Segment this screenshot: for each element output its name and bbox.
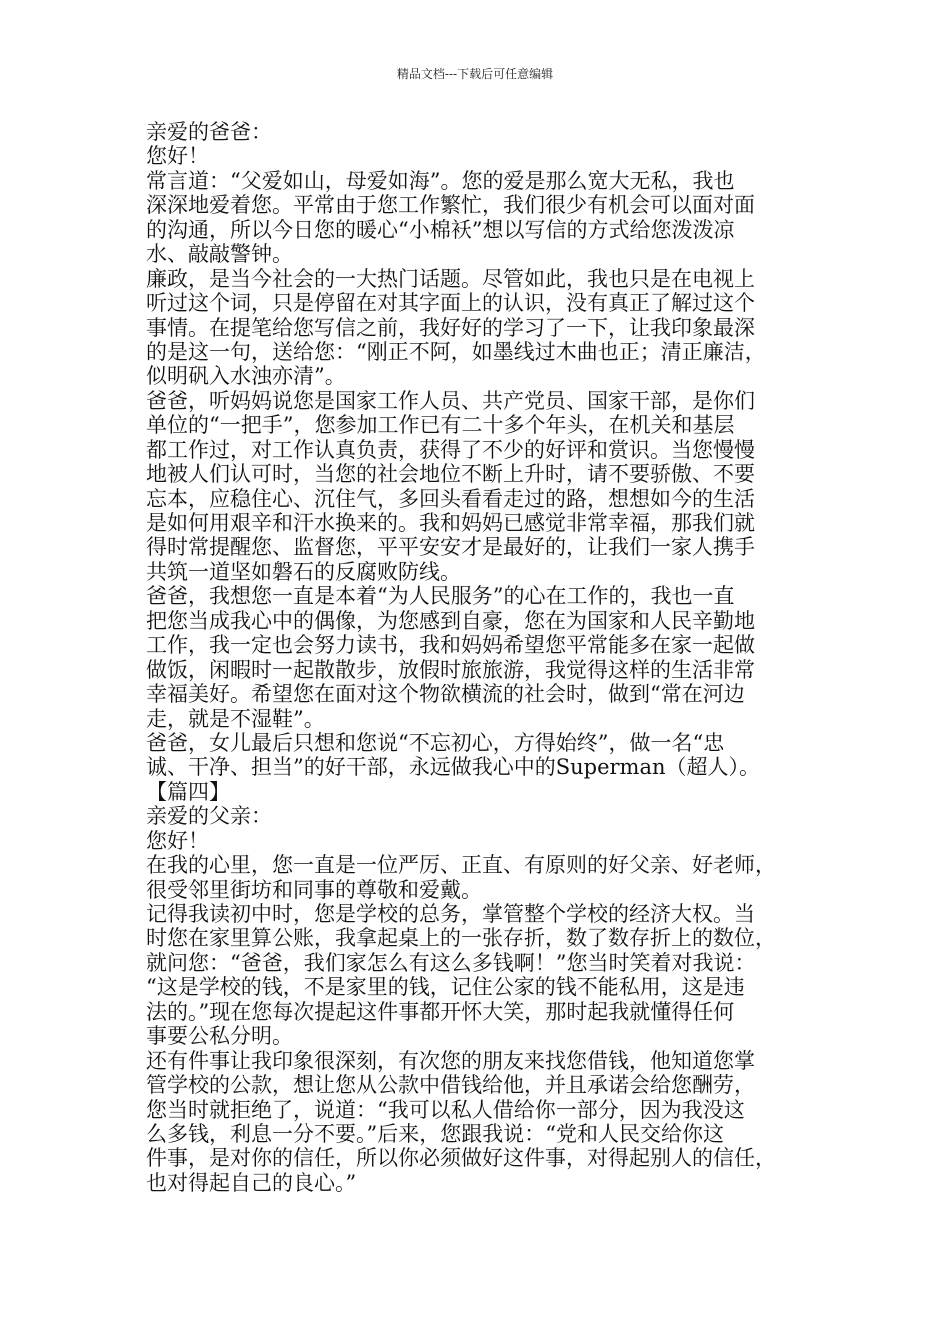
text-line: 事要公私分明。: [146, 1024, 293, 1049]
text-line: 还有件事让我印象很深刻，有次您的朋友来找您借钱，他知道您掌: [146, 1048, 755, 1073]
text-line: 时您在家里算公账，我拿起桌上的一张存折，数了数存折上的数位，: [146, 926, 776, 951]
text-line: 地被人们认可时，当您的社会地位不断上升时，请不要骄傲、不要: [146, 462, 755, 487]
text-line: 都工作过，对工作认真负责，获得了不少的好评和赏识。当您慢慢: [146, 437, 755, 462]
text-line: 水、敲敲警钟。: [146, 242, 293, 267]
text-line: 似明矾入水浊亦清”。: [146, 364, 346, 389]
text-line: 法的。”现在您每次提起这件事都开怀大笑，那时起我就懂得任何: [146, 999, 735, 1024]
text-line: 记得我读初中时，您是学校的总务，掌管整个学校的经济大权。当: [146, 902, 755, 926]
text-line: 您好！: [146, 828, 209, 853]
text-line: 幸福美好。希望您在面对这个物欲横流的社会时，做到“常在河边: [146, 682, 745, 707]
text-line: 很受邻里街坊和同事的尊敬和爱戴。: [146, 877, 482, 902]
text-line: 的是这一句，送给您：“刚正不阿，如墨线过木曲也正；清正廉洁，: [146, 339, 766, 364]
text-line: 爸爸，我想您一直是本着“为人民服务”的心在工作的，我也一直: [146, 584, 735, 609]
text-line: 么多钱，利息一分不要。”后来，您跟我说：“党和人民交给你这: [146, 1121, 724, 1146]
text-line: 就问您：“爸爸，我们家怎么有这么多钱啊！”您当时笑着对我说：: [146, 950, 756, 975]
page-header: 精品文档---下载后可任意编辑: [396, 67, 554, 81]
text-line: 您当时就拒绝了，说道：“我可以私人借给你一部分，因为我没这: [146, 1097, 745, 1122]
text-line: 您好！: [146, 144, 209, 169]
text-line: 亲爱的爸爸：: [146, 120, 272, 144]
text-line: 走，就是不湿鞋”。: [146, 706, 325, 731]
text-line: 工作，我一定也会努力读书，我和妈妈希望您平常能多在家一起做: [146, 633, 755, 658]
text-line: 爸爸，听妈妈说您是国家工作人员、共产党员、国家干部，是你们: [146, 388, 755, 413]
text-line: 事情。在提笔给您写信之前，我好好的学习了一下，让我印象最深: [146, 315, 755, 340]
letter-body: [146, 120, 826, 1195]
text-line: 是如何用艰辛和汗水换来的。我和妈妈已感觉非常幸福，那我们就: [146, 511, 755, 535]
text-line: 得时常提醒您、监督您，平平安安才是最好的，让我们一家人携手: [146, 535, 755, 560]
text-line: 常言道：“父爱如山，母爱如海”。您的爱是那么宽大无私，我也: [146, 168, 735, 193]
text-line: 【篇四】: [146, 779, 230, 804]
text-line: 单位的“一把手”，您参加工作已有二十多个年头，在机关和基层: [146, 413, 735, 438]
text-line: 廉政，是当今社会的一大热门话题。尽管如此，我也只是在电视上: [146, 266, 755, 291]
text-line: 把您当成我心中的偶像，为您感到自豪，您在为国家和人民辛勤地: [146, 608, 755, 633]
text-line: 亲爱的父亲：: [146, 804, 272, 829]
text-line: 的沟通，所以今日您的暖心“小棉袄”想以写信的方式给您泼泼凉: [146, 217, 735, 242]
text-line: 也对得起自己的良心。”: [146, 1170, 357, 1195]
text-line: 听过这个词，只是停留在对其字面上的认识，没有真正了解过这个: [146, 291, 755, 316]
text-line: 件事，是对你的信任，所以你必须做好这件事，对得起别人的信任，: [146, 1146, 776, 1171]
text-line: 忘本，应稳住心、沉住气，多回头看看走过的路，想想如今的生活: [146, 486, 755, 511]
text-line: 深深地爱着您。平常由于您工作繁忙，我们很少有机会可以面对面: [146, 193, 755, 218]
text-line: 共筑一道坚如磐石的反腐败防线。: [146, 559, 461, 584]
text-line: “这是学校的钱，不是家里的钱，记住公家的钱不能私用，这是违: [146, 975, 745, 1000]
text-line: 管学校的公款，想让您从公款中借钱给他，并且承诺会给您酬劳，: [146, 1073, 755, 1098]
text-line: 在我的心里，您一直是一位严厉、正直、有原则的好父亲、好老师，: [146, 853, 776, 878]
text-line: 做饭，闲暇时一起散散步，放假时旅旅游，我觉得这样的生活非常: [146, 657, 755, 682]
text-line: 诚、干净、担当”的好干部，永远做我心中的Superman（超人）。: [146, 755, 761, 780]
text-line: 爸爸，女儿最后只想和您说“不忘初心，方得始终”，做一名“忠: [146, 730, 725, 755]
